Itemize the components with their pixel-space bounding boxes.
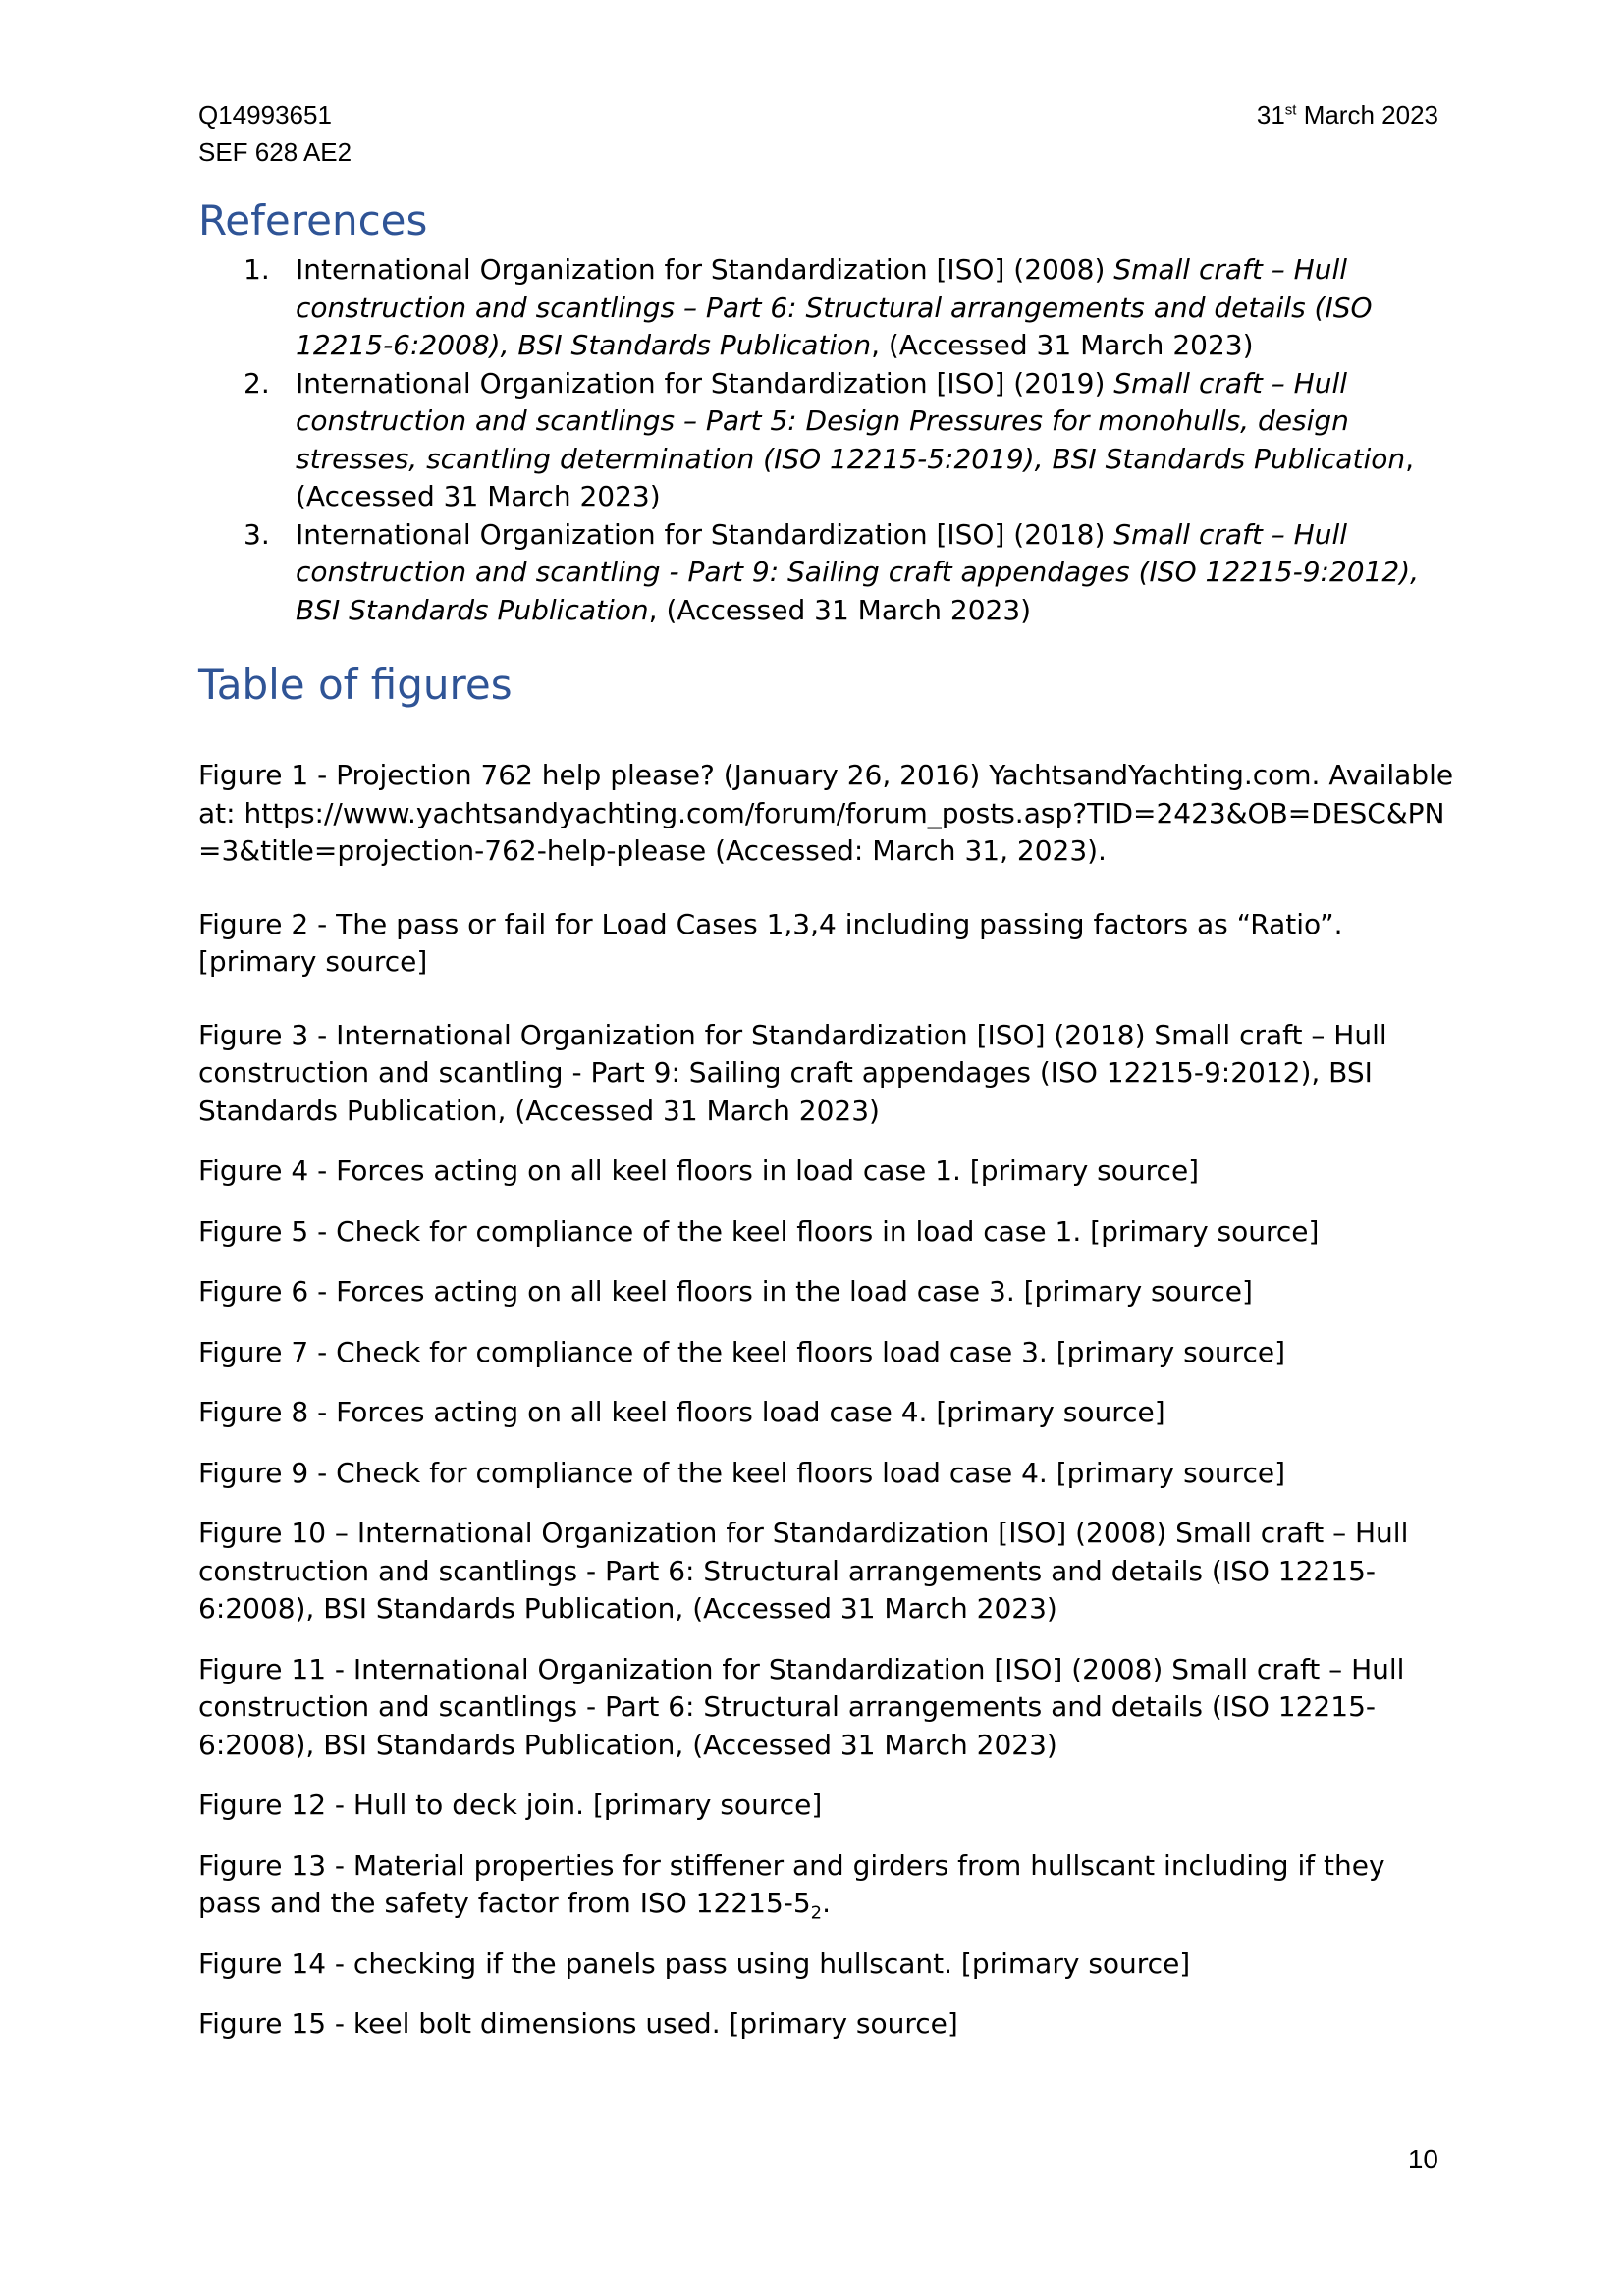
reference-author: International Organization for Standardization [ISO] (2019) [296, 366, 1114, 400]
reference-access: , (Accessed 31 March 2023) [871, 329, 1254, 361]
figure-entry: Figure 10 – International Organization for Standardization [ISO] (2008) Small craft – Hull construction and scantlings - Part 6: Structural arrangements and details (ISO 12215-6:2008), BSI Standards Publication, (Accessed 31 March 2023) [198, 1517, 1409, 1625]
header-left [198, 96, 352, 171]
figure-entry: Figure 9 - Check for compliance of the keel floors load case 4. [primary source] [198, 1456, 1286, 1489]
reference-author: International Organization for Standardization [ISO] (2008) [296, 253, 1114, 286]
date-rest: March 2023 [1296, 100, 1438, 130]
header-date [1257, 96, 1438, 133]
date-day: 31 [1256, 100, 1285, 130]
table-of-figures-list [198, 757, 1455, 2044]
figure-entry-subscript: 2 [810, 1902, 823, 1924]
reference-number: 2. [244, 366, 270, 400]
reference-item [198, 365, 1455, 516]
figure-entry: Figure 1 - Projection 762 help please? (January 26, 2016) YachtsandYachting.com. Available at: https://www.yachtsandyachting.com/forum/forum_posts.asp?TID=2423&OB=DESC&PN=3&title=projection-762-help-please (Accessed: March 31, 2023). [198, 759, 1454, 867]
figure-entry: Figure 14 - checking if the panels pass using hullscant. [primary source] [198, 1947, 1191, 1980]
figure-entry: Figure 5 - Check for compliance of the keel floors in load case 1. [primary source] [198, 1214, 1320, 1248]
figure-entry: Figure 8 - Forces acting on all keel floors load case 4. [primary source] [198, 1396, 1165, 1428]
figure-entry: Figure 15 - keel bolt dimensions used. [primary source] [198, 2007, 958, 2040]
reference-access: , (Accessed 31 March 2023) [296, 442, 1415, 512]
reference-title: Small craft – Hull construction and scantlings – Part 6: Structural arrangements and details (ISO 12215-6:2008), BSI Standards Publication [296, 253, 1373, 361]
figure-entry: Figure 7 - Check for compliance of the keel floors load case 3. [primary source] [198, 1335, 1286, 1368]
reference-item [198, 251, 1455, 365]
references-heading: References [198, 196, 428, 244]
figure-entry-end: . [822, 1887, 832, 1919]
references-list [198, 251, 1455, 629]
student-id: Q14993651 [198, 100, 332, 130]
table-of-figures-heading: Table of figures [198, 661, 513, 709]
module-code: SEF 628 AE2 [198, 137, 352, 167]
figure-entry: Figure 6 - Forces acting on all keel floors in the load case 3. [primary source] [198, 1275, 1253, 1308]
figure-entry-text: Figure 13 - Material properties for stiffener and girders from hullscant including if they pass and the safety factor from ISO 12215-5 [198, 1848, 1385, 1919]
reference-access: , (Accessed 31 March 2023) [648, 593, 1032, 626]
figure-entry: Figure 3 - International Organization for Standardization [ISO] (2018) Small craft – Hull construction and scantling - Part 9: Sailing craft appendages (ISO 12215-9:2012), BSI Standards Publication, (Accessed 31 March 2023) [198, 1018, 1387, 1127]
figure-entry [198, 1847, 1455, 1923]
reference-number: 1. [244, 253, 270, 286]
reference-title: Small craft – Hull construction and scantlings – Part 5: Design Pressures for monohulls, design stresses, scantling determination (ISO 12215-5:2019), BSI Standards Publication [296, 366, 1406, 475]
page-number: 10 [1407, 2144, 1438, 2174]
figure-entry: Figure 12 - Hull to deck join. [primary source] [198, 1789, 823, 1821]
figure-entry: Figure 4 - Forces acting on all keel floors in load case 1. [primary source] [198, 1154, 1200, 1187]
reference-item [198, 516, 1455, 630]
reference-number: 3. [244, 517, 270, 551]
reference-title: Small craft – Hull construction and scantling - Part 9: Sailing craft appendages (ISO 12215-9:2012), BSI Standards Publication [296, 517, 1420, 626]
figure-entry: Figure 2 - The pass or fail for Load Cases 1,3,4 including passing factors as “Ratio”. [primary source] [198, 907, 1343, 978]
date-suffix: st [1284, 101, 1297, 119]
reference-author: International Organization for Standardization [ISO] (2018) [296, 517, 1114, 551]
figure-entry: Figure 11 - International Organization for Standardization [ISO] (2008) Small craft – Hull construction and scantlings - Part 6: Structural arrangements and details (ISO 12215-6:2008), BSI Standards Publication, (Accessed 31 March 2023) [198, 1652, 1405, 1761]
